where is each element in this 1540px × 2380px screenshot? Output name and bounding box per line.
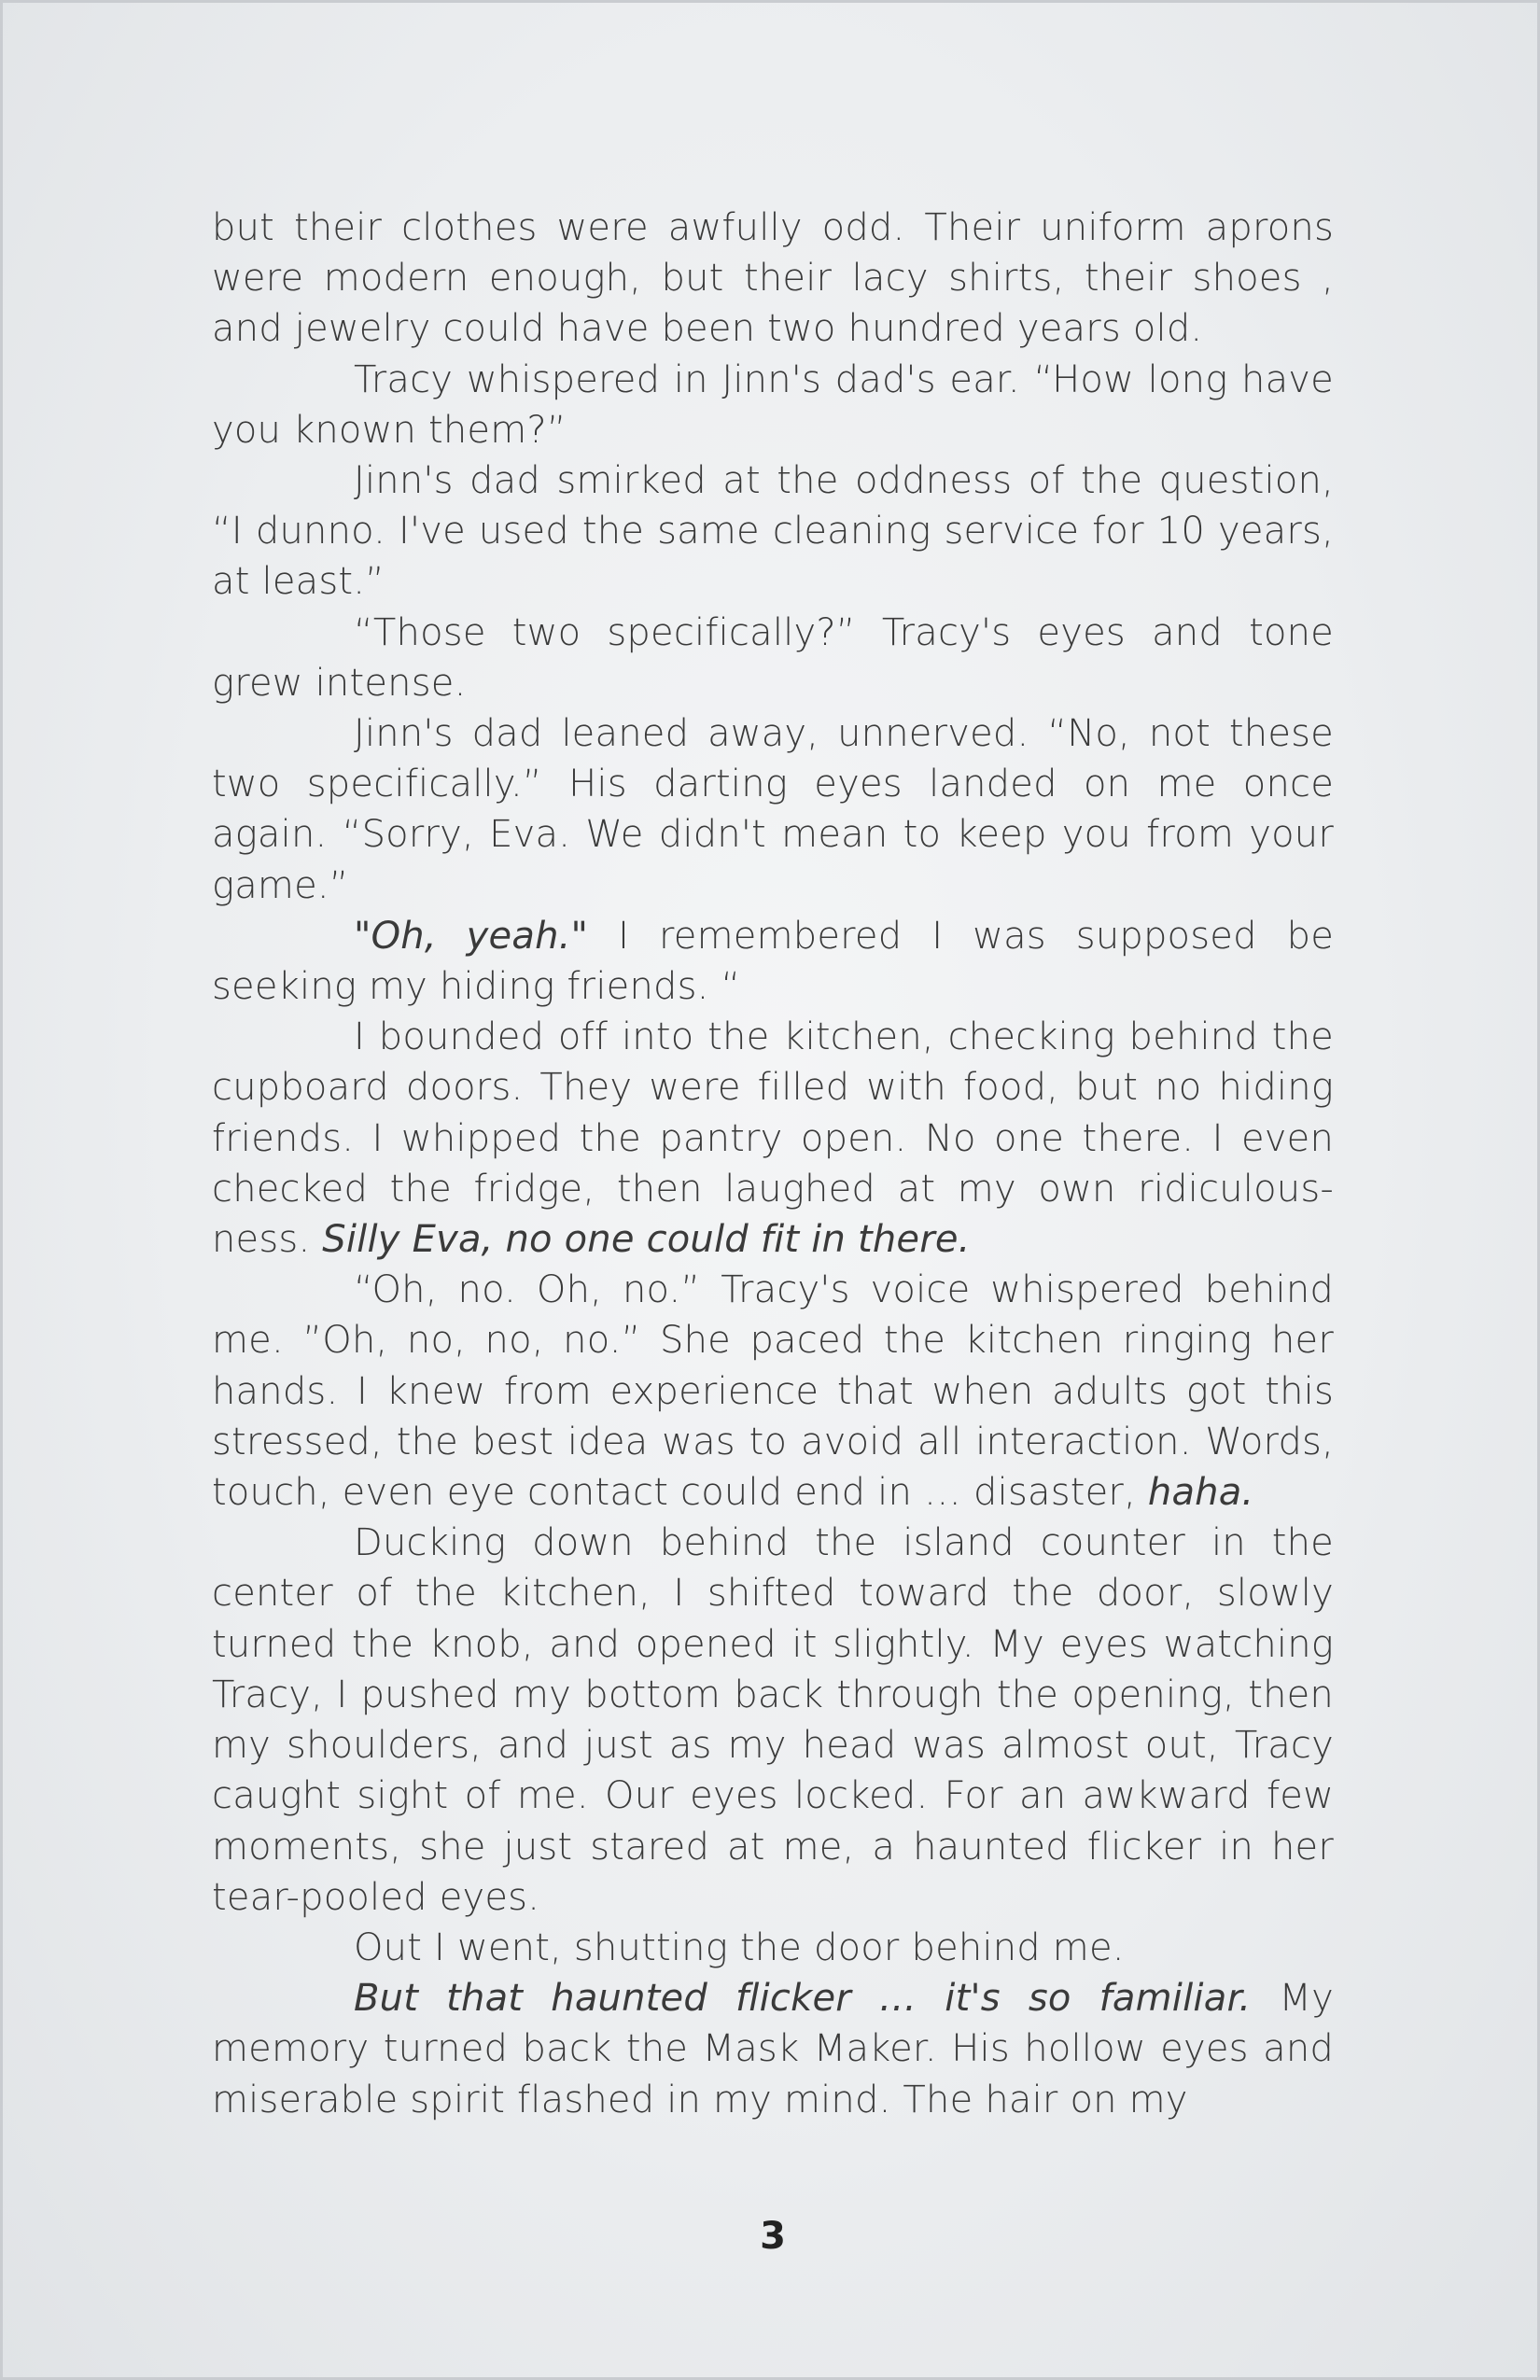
page-number: 3 [760,2215,786,2258]
paragraph [212,355,1334,455]
text-run: I remembered I was supposed be seeking my hiding friends. “ [212,914,1335,1009]
italic-text: haha. [1147,1471,1254,1515]
paragraph [212,608,1334,708]
text-run: but their clothes were awfully odd. Their uniform aprons were modern enough, but their lacy shirts, their shoes , and jewelry could have been two hundred years old. [212,206,1334,351]
text-run: Tracy whispered in Jinn's dad's ear. “How long have you known them?” [212,357,1334,452]
paragraph [212,455,1334,608]
paragraph [212,1265,1334,1518]
italic-text: But that haunted flicker … it's so familiar. [354,1977,1252,2021]
paragraph [212,1012,1334,1265]
text-run: “Oh, no. Oh, no.” Tracy's voice whispered behind me. ”Oh, no, no, no.” She paced the kitchen ringing her hands. I knew from experience that when adults got this stressed, the best idea was to avoid all interaction. Words, touch, even eye contact could end in … disaster, [212,1268,1334,1515]
paragraph [212,1923,1334,1973]
italic-text: Silly Eva, no one could fit in there. [322,1218,971,1262]
paragraph [212,203,1334,355]
text-run: Jinn's dad leaned away, unnerved. “No, not these two specifically.” His darting eyes landed on me once again. “Sorry, Eva. We didn't mean to keep you from your game.” [212,712,1334,907]
paragraph [212,1518,1334,1923]
text-run: “Those two specifically?” Tracy's eyes and tone grew intense. [212,610,1334,705]
paragraph [212,911,1334,1012]
paragraph [212,708,1334,911]
italic-text: "Oh, yeah." [354,914,589,958]
text-run: Out I went, shutting the door behind me. [354,1925,1125,1969]
text-run: Jinn's dad smirked at the oddness of the question, “I dunno. I've used the same cleaning service for 10 years, at least.” [212,459,1334,604]
body-text [212,203,1334,2125]
paragraph [212,1973,1334,2125]
text-run: I bounded off into the kitchen, checking behind the cupboard doors. They were filled with food, but no hiding friends. I whipped the pantry open. No one there. I even checked the fridge, then laughed at my own ridiculous-ness. [212,1015,1334,1262]
text-run: My memory turned back the Mask Maker. His hollow eyes and miserable spirit flashed in my mind. The hair on my [212,1977,1334,2121]
text-run: Ducking down behind the island counter in the center of the kitchen, I shifted toward the door, slowly turned the knob, and opened it slightly. My eyes watching Tracy, I pushed my bottom back through the opening, then my shoulders, and just as my head was almost out, Tracy caught sight of me. Our eyes locked. For an awkward few moments, she just stared at me, a haunted flicker in her tear-pooled eyes. [212,1521,1334,1919]
